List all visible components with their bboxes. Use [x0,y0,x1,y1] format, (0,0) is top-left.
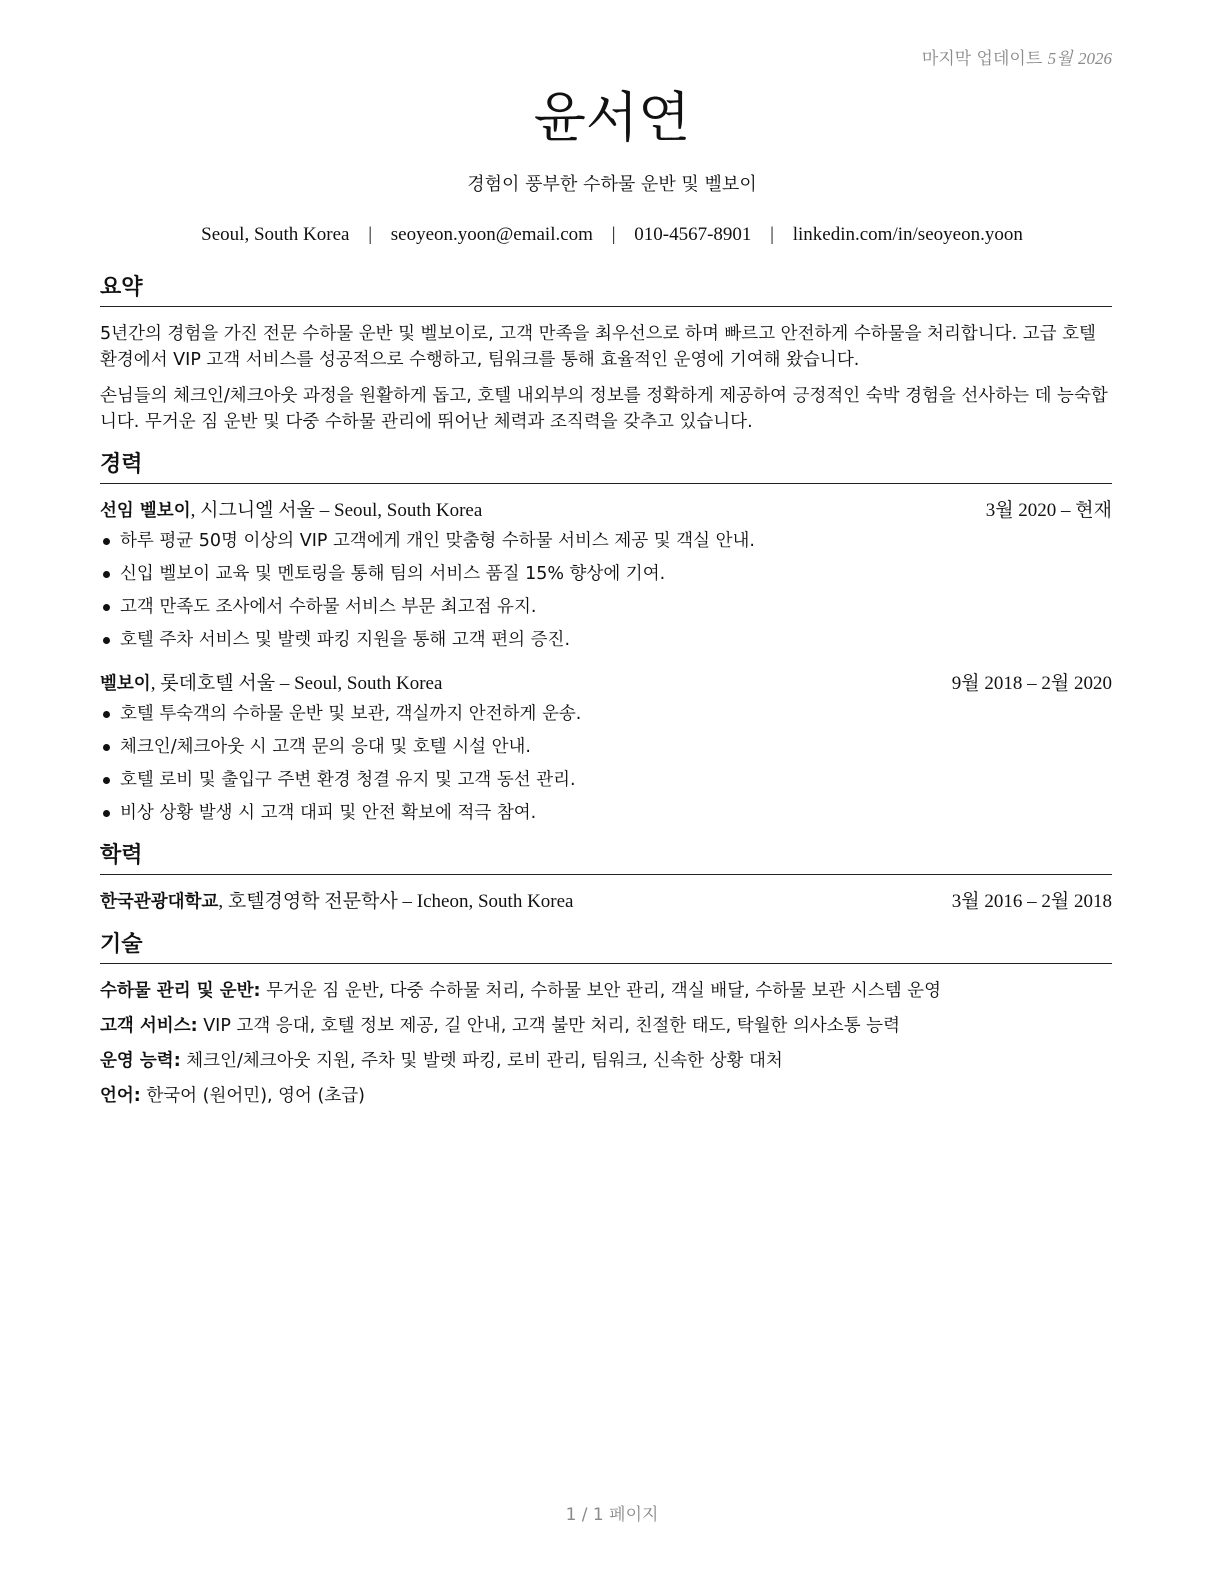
job-bullets [100,528,1112,653]
summary-paragraph: 손님들의 체크인/체크아웃 과정을 원활하게 돕고, 호텔 내외부의 정보를 정확하게 제공하여 긍정적인 숙박 경험을 선사하는 데 능숙합니다. 무거운 짐 운반 및 다중 수하물 관리에 뛰어난 체력과 조직력을 갖추고 있습니다. [100,386,1108,432]
skill-label: 언어: [100,1086,141,1106]
section-title-education: 학력 [100,840,1112,875]
page-indicator: 1 / 1 페이지 [565,1505,659,1525]
section-title-summary: 요약 [100,272,1112,307]
job-dates: 9월 2018 – 2월 2020 [951,673,1112,694]
job-bullet: 하루 평균 50명 이상의 VIP 고객에게 개인 맞춤형 수하물 서비스 제공 및 객실 안내. [100,528,1112,554]
summary-paragraph: 5년간의 경험을 가진 전문 수하물 운반 및 벨보이로, 고객 만족을 최우선으로 하며 빠르고 안전하게 수하물을 처리합니다. 고급 호텔 환경에서 VIP 고객 서비스를 성공적으로 수행하고, 팀워크를 통해 효율적인 운영에 기여해 왔습니다. [100,324,1096,370]
contact-email[interactable]: seoyeon.yoon@email.com [390,224,593,245]
job-company: , 롯데호텔 서울 – Seoul, South Korea [150,673,443,694]
job-role: 선임 벨보이 [100,501,191,521]
candidate-tagline: 경험이 풍부한 수하물 운반 및 벨보이 [467,174,757,195]
job-role: 벨보이 [100,674,151,694]
skill-value: 한국어 (원어민), 영어 (초급) [140,1086,365,1106]
skill-value: VIP 고객 응대, 호텔 정보 제공, 길 안내, 고객 불만 처리, 친절한 태도, 탁월한 의사소통 능력 [197,1016,900,1036]
section-title-experience: 경력 [100,449,1112,484]
job-bullet: 고객 만족도 조사에서 수하물 서비스 부문 최고점 유지. [100,594,1112,620]
contact-separator: | [368,224,373,245]
skill-value: 무거운 짐 운반, 다중 수하물 처리, 수하물 보안 관리, 객실 배달, 수하물 보관 시스템 운영 [260,981,941,1001]
job-entry [100,671,1112,826]
job-header [100,671,1112,697]
contact-line [0,224,1224,246]
skill-label: 고객 서비스: [100,1016,198,1036]
contact-linkedin[interactable]: linkedin.com/in/seoyeon.yoon [792,224,1023,245]
experience-section [100,449,1112,826]
summary-section [100,272,1112,435]
education-dates: 3월 2016 – 2월 2018 [951,891,1112,912]
job-bullet: 비상 상황 발생 시 고객 대피 및 안전 확보에 적극 참여. [100,800,1112,826]
last-updated-month: 5월 [1047,49,1073,68]
job-bullet: 신입 벨보이 교육 및 멘토링을 통해 팀의 서비스 품질 15% 향상에 기여. [100,561,1112,587]
contact-phone: 010-4567-8901 [634,224,752,245]
last-updated-year: 2026 [1078,49,1112,68]
job-bullet: 호텔 로비 및 출입구 주변 환경 청결 유지 및 고객 동선 관리. [100,767,1112,793]
skills-list [100,974,1112,1114]
contact-separator: | [611,224,616,245]
skill-label: 운영 능력: [100,1051,181,1071]
skills-section [100,929,1112,1114]
job-header [100,498,1112,524]
job-company: , 시그니엘 서울 – Seoul, South Korea [190,500,483,521]
contact-separator: | [770,224,774,245]
education-entry [100,889,1112,915]
job-title-line [100,671,442,697]
job-dates: 3월 2020 – 현재 [985,500,1112,521]
section-title-skills: 기술 [100,929,1112,964]
job-entry [100,498,1112,653]
skill-row [100,1044,1112,1079]
job-bullet: 체크인/체크아웃 시 고객 문의 응대 및 호텔 시설 안내. [100,734,1112,760]
skill-row [100,1009,1112,1044]
education-title-line [100,889,573,915]
contact-location: Seoul, South Korea [201,224,350,245]
education-school: 한국관광대학교 [100,892,219,912]
skill-row [100,974,1112,1009]
resume-content [100,272,1112,1128]
skill-label: 수하물 관리 및 운반: [100,981,261,1001]
last-updated [922,44,1112,69]
skill-row [100,1079,1112,1114]
education-detail: , 호텔경영학 전문학사 – Icheon, South Korea [218,891,574,912]
job-bullet: 호텔 주차 서비스 및 발렛 파킹 지원을 통해 고객 편의 증진. [100,627,1112,653]
job-bullet: 호텔 투숙객의 수하물 운반 및 보관, 객실까지 안전하게 운송. [100,701,1112,727]
job-bullets [100,701,1112,826]
skill-value: 체크인/체크아웃 지원, 주차 및 발렛 파킹, 로비 관리, 팀워크, 신속한 상황 대처 [180,1051,783,1071]
education-section [100,840,1112,915]
candidate-name: 윤서연 [533,86,691,149]
last-updated-label: 마지막 업데이트 [921,49,1043,69]
job-title-line [100,498,482,524]
